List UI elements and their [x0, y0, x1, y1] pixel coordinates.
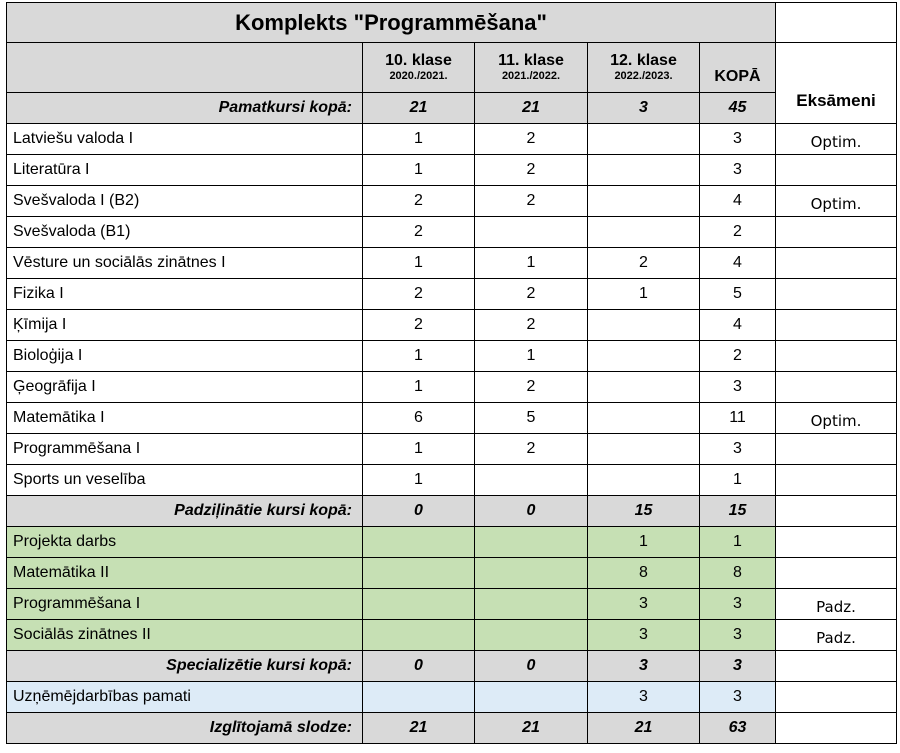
exam-cell [776, 155, 897, 186]
total-cell: 8 [700, 558, 776, 589]
total-cell: 1 [700, 527, 776, 558]
total-cell: 63 [700, 713, 776, 744]
exam-cell: Padz. [776, 620, 897, 651]
exam-cell: Padz. [776, 589, 897, 620]
curriculum-table [6, 2, 897, 744]
hours-cell-grade-11: 5 [475, 403, 588, 434]
table-row [7, 155, 897, 186]
summary-row [7, 496, 897, 527]
table-row [7, 682, 897, 713]
exam-cell [776, 465, 897, 496]
grade-label: 10. klase [385, 52, 452, 69]
hours-cell-grade-10: 0 [363, 651, 475, 682]
summary-label: Izglītojamā slodze: [7, 713, 363, 744]
exam-cell [776, 279, 897, 310]
table-row [7, 465, 897, 496]
hours-cell-grade-11: 0 [475, 496, 588, 527]
course-name: Ķīmija I [7, 310, 363, 341]
hours-cell-grade-11 [475, 558, 588, 589]
course-name: Sports un veselība [7, 465, 363, 496]
table-row [7, 589, 897, 620]
hours-cell-grade-10: 2 [363, 310, 475, 341]
exam-cell: Optim. [776, 124, 897, 155]
exam-cell [776, 248, 897, 279]
table-row [7, 620, 897, 651]
table-row [7, 341, 897, 372]
course-name: Programmēšana I [7, 434, 363, 465]
course-name: Sociālās zinātnes II [7, 620, 363, 651]
total-cell: 2 [700, 217, 776, 248]
hours-cell-grade-12: 3 [588, 620, 700, 651]
total-cell: 3 [700, 682, 776, 713]
grade-label: 11. klase [498, 52, 564, 69]
course-name: Programmēšana I [7, 589, 363, 620]
hours-cell-grade-11 [475, 217, 588, 248]
exam-cell [776, 341, 897, 372]
total-cell: 3 [700, 651, 776, 682]
hours-cell-grade-12: 3 [588, 93, 700, 124]
table-row [7, 434, 897, 465]
hours-cell-grade-11: 21 [475, 93, 588, 124]
exam-cell: Optim. [776, 403, 897, 434]
course-name: Projekta darbs [7, 527, 363, 558]
hours-cell-grade-10 [363, 589, 475, 620]
course-name: Ģeogrāfija I [7, 372, 363, 403]
exam-cell [776, 682, 897, 713]
hours-cell-grade-11 [475, 527, 588, 558]
hours-cell-grade-12: 8 [588, 558, 700, 589]
school-year: 2021./2022. [501, 70, 561, 82]
header-col-10 [363, 43, 475, 93]
summary-label: Padziļinātie kursi kopā: [7, 496, 363, 527]
course-name: Literatūra I [7, 155, 363, 186]
hours-cell-grade-12 [588, 155, 700, 186]
table-row [7, 248, 897, 279]
hours-cell-grade-12: 1 [588, 527, 700, 558]
hours-cell-grade-11: 1 [475, 341, 588, 372]
hours-cell-grade-12: 21 [588, 713, 700, 744]
total-cell: 4 [700, 186, 776, 217]
hours-cell-grade-12 [588, 403, 700, 434]
hours-cell-grade-10 [363, 682, 475, 713]
hours-cell-grade-11: 2 [475, 186, 588, 217]
hours-cell-grade-12 [588, 372, 700, 403]
exam-cell [776, 434, 897, 465]
table-row [7, 124, 897, 155]
summary-row [7, 713, 897, 744]
total-cell: 3 [700, 372, 776, 403]
exam-cell: Optim. [776, 186, 897, 217]
hours-cell-grade-12 [588, 186, 700, 217]
exam-cell [776, 558, 897, 589]
hours-cell-grade-10 [363, 620, 475, 651]
hours-cell-grade-11 [475, 682, 588, 713]
hours-cell-grade-10: 2 [363, 279, 475, 310]
total-cell: 45 [700, 93, 776, 124]
exam-cell [776, 713, 897, 744]
table-row [7, 558, 897, 589]
course-name: Svešvaloda I (B2) [7, 186, 363, 217]
curriculum-table-wrapper [6, 2, 897, 744]
total-cell: 3 [700, 155, 776, 186]
table-row [7, 217, 897, 248]
summary-row [7, 651, 897, 682]
total-cell: 3 [700, 589, 776, 620]
hours-cell-grade-12: 3 [588, 651, 700, 682]
exam-cell [776, 496, 897, 527]
table-body [7, 3, 897, 744]
hours-cell-grade-11: 2 [475, 124, 588, 155]
hours-cell-grade-10: 2 [363, 186, 475, 217]
hours-cell-grade-10: 1 [363, 341, 475, 372]
header-empty-cell [7, 43, 363, 93]
total-cell: 11 [700, 403, 776, 434]
hours-cell-grade-11: 2 [475, 279, 588, 310]
grade-label: 12. klase [610, 52, 677, 69]
hours-cell-grade-10: 21 [363, 713, 475, 744]
course-name: Svešvaloda (B1) [7, 217, 363, 248]
summary-label: Pamatkursi kopā: [7, 93, 363, 124]
title-row [7, 3, 897, 43]
total-label: KOPĀ [714, 68, 761, 85]
hours-cell-grade-11: 2 [475, 434, 588, 465]
hours-cell-grade-12: 3 [588, 682, 700, 713]
hours-cell-grade-12 [588, 217, 700, 248]
summary-label: Specializētie kursi kopā: [7, 651, 363, 682]
hours-cell-grade-11 [475, 465, 588, 496]
table-row [7, 310, 897, 341]
hours-cell-grade-12 [588, 465, 700, 496]
hours-cell-grade-10: 1 [363, 465, 475, 496]
hours-cell-grade-12: 3 [588, 589, 700, 620]
exam-cell [776, 217, 897, 248]
total-cell: 4 [700, 310, 776, 341]
total-cell: 5 [700, 279, 776, 310]
hours-cell-grade-10: 1 [363, 434, 475, 465]
title-empty-cell [776, 3, 897, 43]
total-cell: 3 [700, 620, 776, 651]
header-row [7, 43, 897, 93]
course-name: Matemātika I [7, 403, 363, 434]
exam-cell [776, 527, 897, 558]
hours-cell-grade-12 [588, 341, 700, 372]
hours-cell-grade-11 [475, 620, 588, 651]
course-name: Latviešu valoda I [7, 124, 363, 155]
header-col-12 [588, 43, 700, 93]
header-exams: Eksāmeni [776, 43, 897, 124]
course-name: Vēsture un sociālās zinātnes I [7, 248, 363, 279]
hours-cell-grade-11: 0 [475, 651, 588, 682]
exam-cell [776, 310, 897, 341]
course-name: Fizika I [7, 279, 363, 310]
table-row [7, 403, 897, 434]
hours-cell-grade-10: 1 [363, 372, 475, 403]
school-year: 2022./2023. [614, 70, 673, 82]
hours-cell-grade-11 [475, 589, 588, 620]
header-total [700, 43, 776, 93]
school-year: 2020./2021. [389, 70, 448, 82]
course-name: Bioloģija I [7, 341, 363, 372]
summary-row [7, 93, 897, 124]
hours-cell-grade-11: 21 [475, 713, 588, 744]
hours-cell-grade-11: 2 [475, 310, 588, 341]
hours-cell-grade-10: 21 [363, 93, 475, 124]
table-row [7, 279, 897, 310]
table-row [7, 527, 897, 558]
hours-cell-grade-10 [363, 527, 475, 558]
hours-cell-grade-10: 1 [363, 248, 475, 279]
hours-cell-grade-10: 6 [363, 403, 475, 434]
total-cell: 3 [700, 124, 776, 155]
hours-cell-grade-12 [588, 124, 700, 155]
hours-cell-grade-10: 2 [363, 217, 475, 248]
hours-cell-grade-11: 2 [475, 372, 588, 403]
table-title: Komplekts "Programmēšana" [7, 3, 776, 43]
hours-cell-grade-12: 1 [588, 279, 700, 310]
hours-cell-grade-10: 1 [363, 155, 475, 186]
exam-cell [776, 651, 897, 682]
hours-cell-grade-12 [588, 434, 700, 465]
total-cell: 1 [700, 465, 776, 496]
hours-cell-grade-12: 2 [588, 248, 700, 279]
hours-cell-grade-11: 1 [475, 248, 588, 279]
header-col-11 [475, 43, 588, 93]
hours-cell-grade-10: 1 [363, 124, 475, 155]
hours-cell-grade-10: 0 [363, 496, 475, 527]
hours-cell-grade-12 [588, 310, 700, 341]
table-row [7, 186, 897, 217]
hours-cell-grade-12: 15 [588, 496, 700, 527]
course-name: Uzņēmējdarbības pamati [7, 682, 363, 713]
exam-cell [776, 372, 897, 403]
total-cell: 3 [700, 434, 776, 465]
course-name: Matemātika II [7, 558, 363, 589]
total-cell: 4 [700, 248, 776, 279]
total-cell: 15 [700, 496, 776, 527]
hours-cell-grade-11: 2 [475, 155, 588, 186]
table-row [7, 372, 897, 403]
hours-cell-grade-10 [363, 558, 475, 589]
total-cell: 2 [700, 341, 776, 372]
